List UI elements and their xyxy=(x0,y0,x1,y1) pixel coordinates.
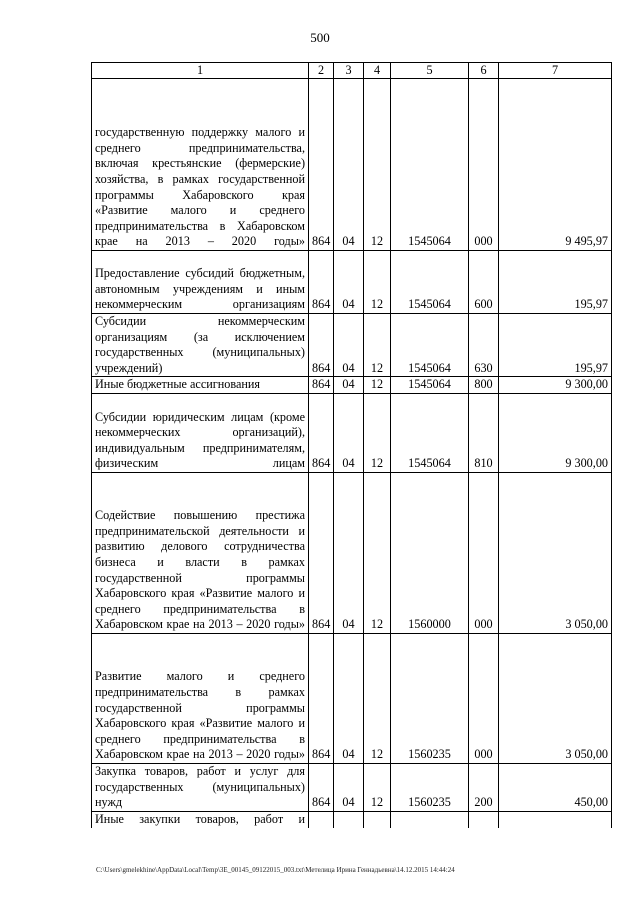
header-col-7: 7 xyxy=(499,63,612,79)
cell-col-7: 9 300,00 xyxy=(499,377,612,394)
cell-col-3: 04 xyxy=(334,763,364,811)
cell-col-4: 12 xyxy=(364,472,391,633)
cell-col-5: 1545064 xyxy=(391,393,469,472)
cell-col-6: 600 xyxy=(469,251,499,314)
cell-col-5: 1560235 xyxy=(391,633,469,763)
cell-col-3: 04 xyxy=(334,377,364,394)
cell-col-4: 12 xyxy=(364,251,391,314)
cell-col-5: 1545064 xyxy=(391,314,469,377)
row-description: Содействие повышению престижа предпринимательской деятельности и развитию делового сотрудничества бизнеса и власти в рамках государственной программы Хабаровского края «Развитие малого и среднего предпринимательства в Хабаровском крае на 2013 – 2020 годы» xyxy=(92,472,309,633)
page-number: 500 xyxy=(310,30,330,45)
budget-table xyxy=(91,62,612,828)
row-description: Иные закупки товаров, работ и xyxy=(92,811,309,827)
cell-col-2: 864 xyxy=(309,251,334,314)
cell-col-2: 864 xyxy=(309,314,334,377)
table-row xyxy=(92,811,612,827)
cell-col-5: 1560235 xyxy=(391,763,469,811)
header-col-6: 6 xyxy=(469,63,499,79)
cell-col-4: 12 xyxy=(364,314,391,377)
cell-col-3: 04 xyxy=(334,393,364,472)
header-col-3: 3 xyxy=(334,63,364,79)
cell-col-3 xyxy=(334,811,364,827)
header-col-1: 1 xyxy=(92,63,309,79)
header-col-4: 4 xyxy=(364,63,391,79)
row-description: государственную поддержку малого и среднего предпринимательства, включая крестьянские (фермерские) хозяйства, в рамках государственной программы Хабаровского края «Развитие малого и среднего предпринимательства в Хабаровском крае на 2013 – 2020 годы» xyxy=(92,79,309,251)
cell-col-5: 1545064 xyxy=(391,79,469,251)
row-description: Предоставление субсидий бюджетным, автономным учреждениям и иным некоммерческим организациям xyxy=(92,251,309,314)
cell-col-2: 864 xyxy=(309,393,334,472)
cell-col-6: 000 xyxy=(469,472,499,633)
table-row xyxy=(92,393,612,472)
cell-col-7: 195,97 xyxy=(499,314,612,377)
table-row xyxy=(92,377,612,394)
cell-col-3: 04 xyxy=(334,633,364,763)
cell-col-7: 3 050,00 xyxy=(499,472,612,633)
cell-col-2: 864 xyxy=(309,377,334,394)
table-row xyxy=(92,79,612,251)
table-header-row xyxy=(92,63,612,79)
cell-col-4: 12 xyxy=(364,377,391,394)
cell-col-2: 864 xyxy=(309,472,334,633)
cell-col-4: 12 xyxy=(364,79,391,251)
cell-col-7 xyxy=(499,811,612,827)
cell-col-4 xyxy=(364,811,391,827)
header-col-5: 5 xyxy=(391,63,469,79)
cell-col-4: 12 xyxy=(364,393,391,472)
table-row xyxy=(92,314,612,377)
cell-col-2: 864 xyxy=(309,79,334,251)
cell-col-7: 450,00 xyxy=(499,763,612,811)
table-row xyxy=(92,472,612,633)
cell-col-2: 864 xyxy=(309,633,334,763)
file-path-footer: C:\Users\gmelekhine\AppData\Local\Temp\3E_00145_09122015_003.txt\Метелица Ирина Геннадьевна\14.12.2015 14:44:24 xyxy=(96,866,455,874)
cell-col-5 xyxy=(391,811,469,827)
cell-col-7: 3 050,00 xyxy=(499,633,612,763)
cell-col-3: 04 xyxy=(334,472,364,633)
cell-col-2 xyxy=(309,811,334,827)
cell-col-4: 12 xyxy=(364,763,391,811)
cell-col-6: 200 xyxy=(469,763,499,811)
cell-col-6: 630 xyxy=(469,314,499,377)
cell-col-7: 195,97 xyxy=(499,251,612,314)
cell-col-6: 810 xyxy=(469,393,499,472)
row-description: Иные бюджетные ассигнования xyxy=(92,377,309,394)
row-description: Закупка товаров, работ и услуг для государственных (муниципальных) нужд xyxy=(92,763,309,811)
row-description: Субсидии юридическим лицам (кроме некоммерческих организаций), индивидуальным предпринимателям, физическим лицам xyxy=(92,393,309,472)
cell-col-5: 1560000 xyxy=(391,472,469,633)
cell-col-2: 864 xyxy=(309,763,334,811)
table-row xyxy=(92,251,612,314)
row-description: Субсидии некоммерческим организациям (за исключением государственных (муниципальных) учреждений) xyxy=(92,314,309,377)
cell-col-3: 04 xyxy=(334,79,364,251)
cell-col-3: 04 xyxy=(334,251,364,314)
row-description: Развитие малого и среднего предпринимательства в рамках государственной программы Хабаровского края «Развитие малого и среднего предпринимательства в Хабаровском крае на 2013 – 2020 годы» xyxy=(92,633,309,763)
table-row xyxy=(92,633,612,763)
cell-col-3: 04 xyxy=(334,314,364,377)
cell-col-6 xyxy=(469,811,499,827)
cell-col-6: 000 xyxy=(469,79,499,251)
header-col-2: 2 xyxy=(309,63,334,79)
cell-col-4: 12 xyxy=(364,633,391,763)
table-row xyxy=(92,763,612,811)
cell-col-5: 1545064 xyxy=(391,251,469,314)
cell-col-7: 9 300,00 xyxy=(499,393,612,472)
cell-col-5: 1545064 xyxy=(391,377,469,394)
cell-col-6: 000 xyxy=(469,633,499,763)
cell-col-6: 800 xyxy=(469,377,499,394)
cell-col-7: 9 495,97 xyxy=(499,79,612,251)
